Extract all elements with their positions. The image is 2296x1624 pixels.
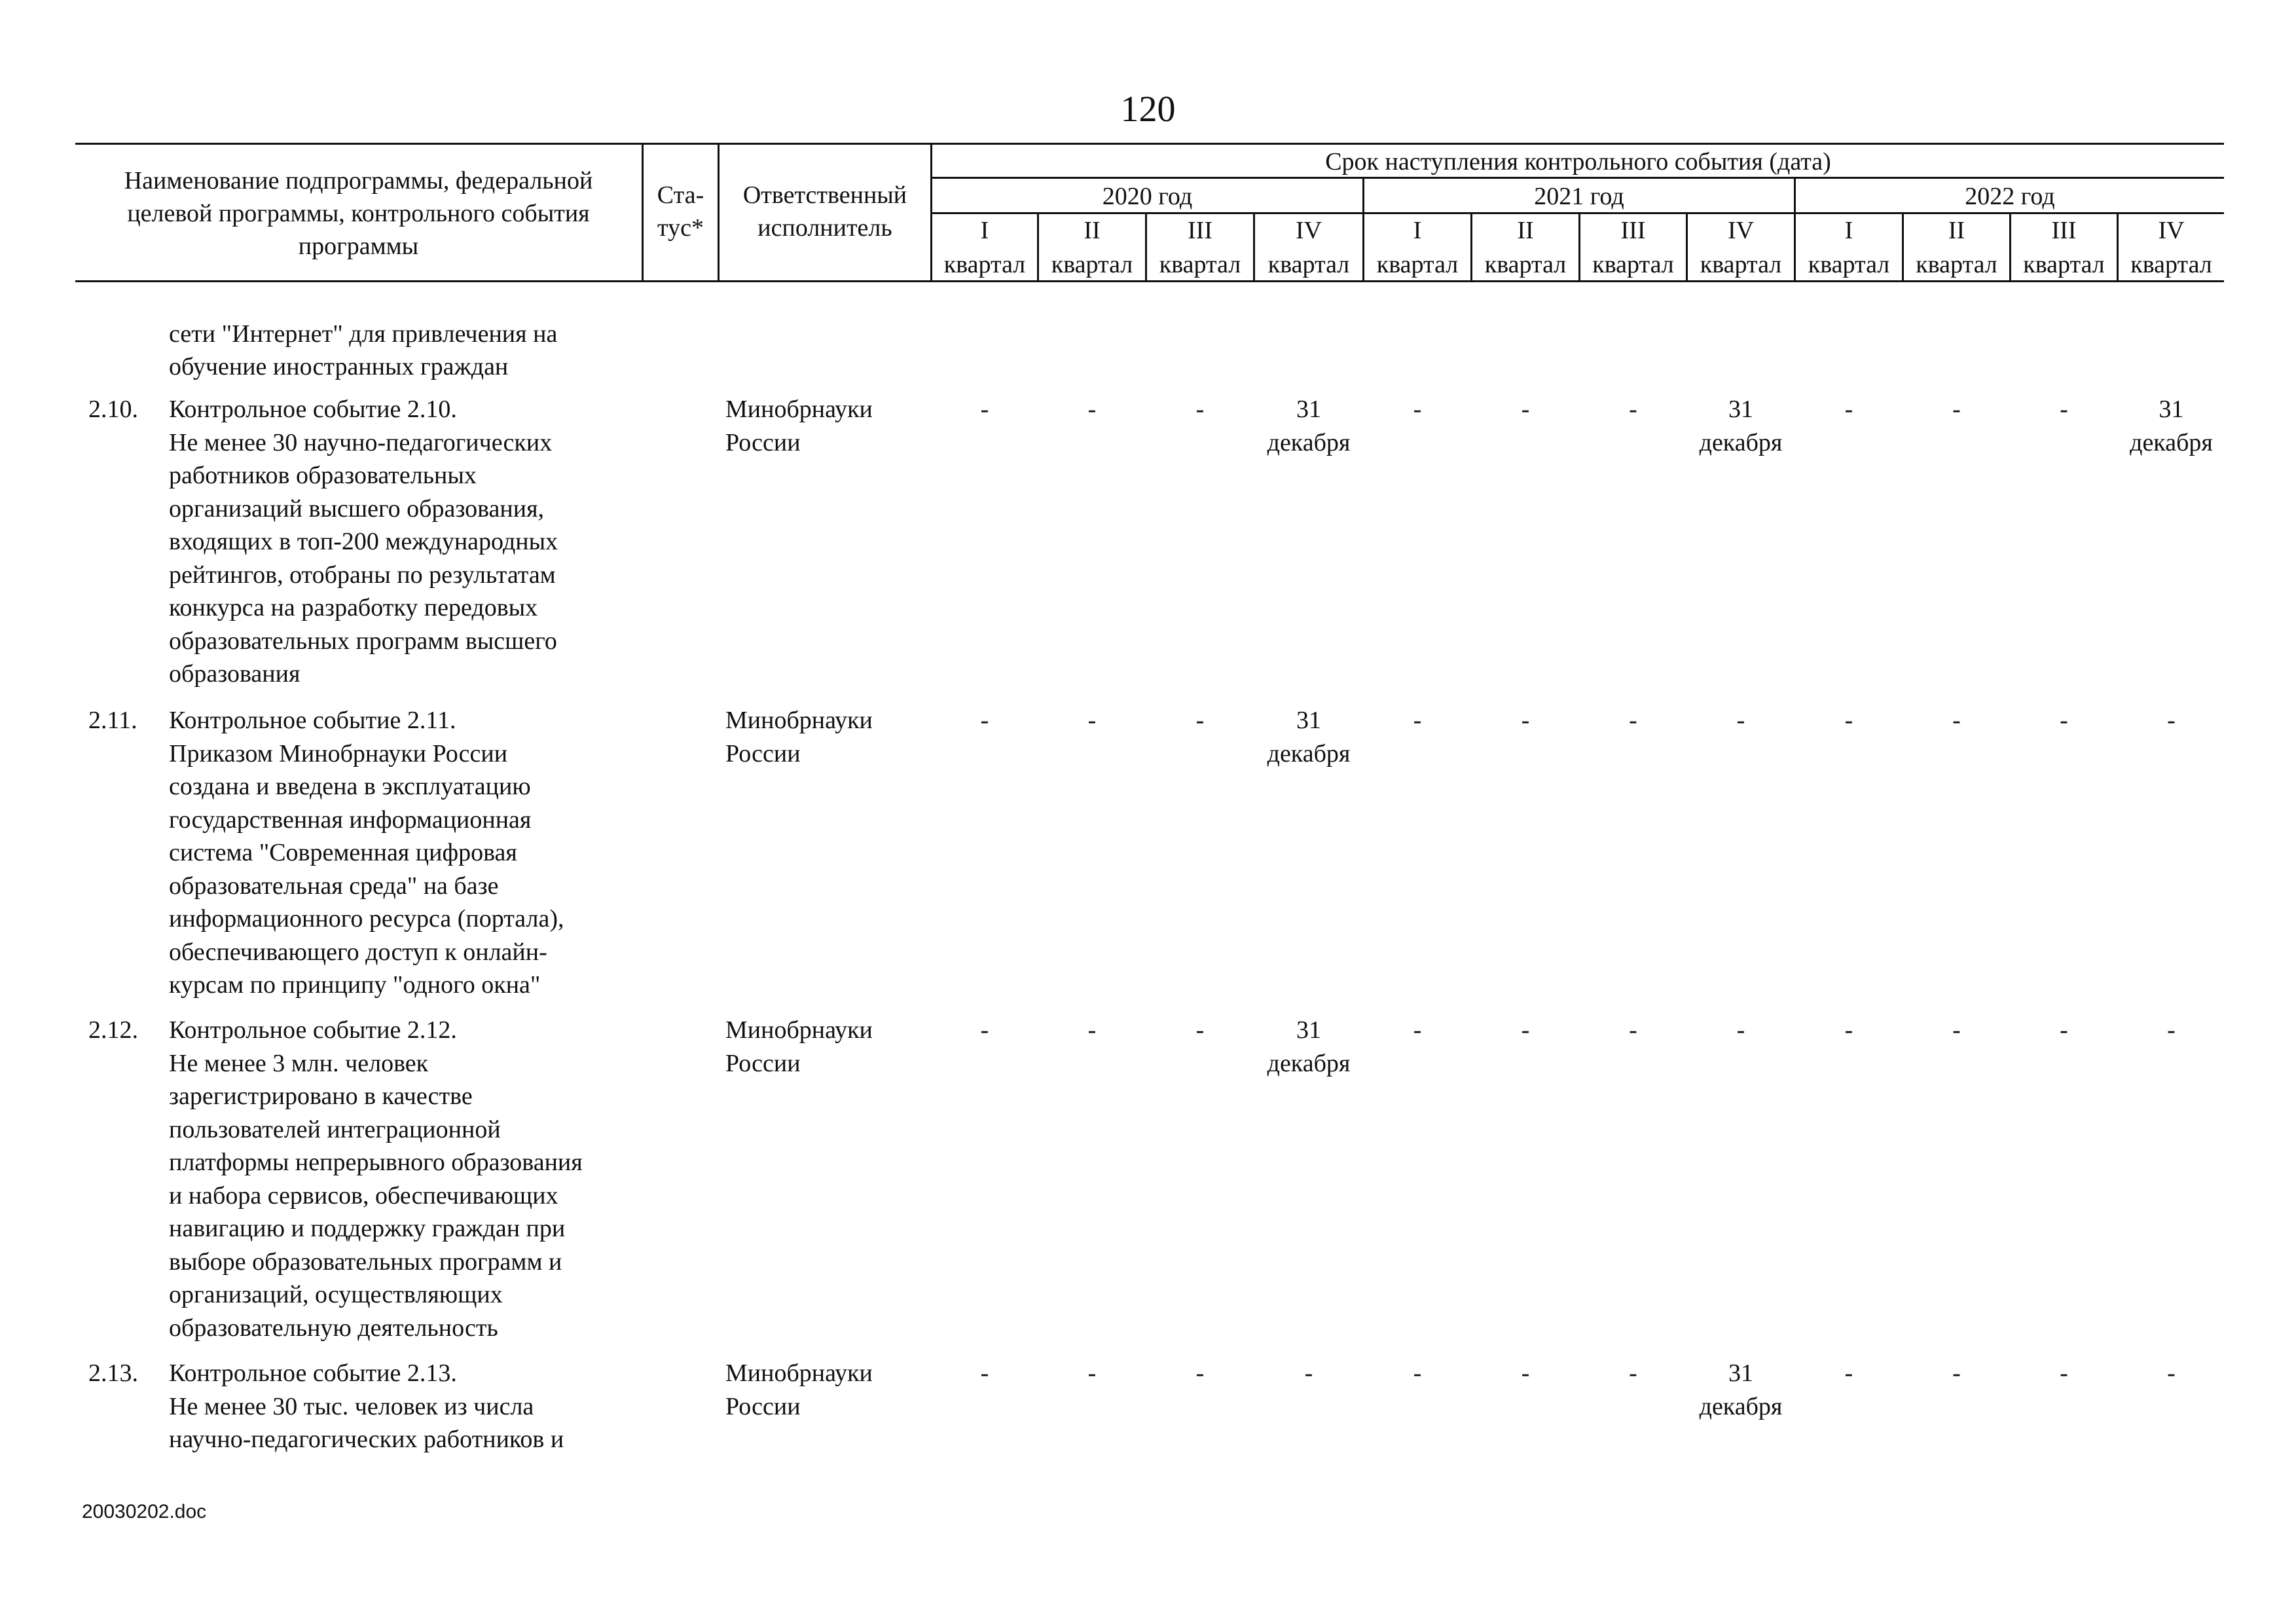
quarter-dash: - bbox=[1629, 1359, 1637, 1387]
header-quarter-word: квартал bbox=[1808, 251, 1890, 278]
event-description-line: Контрольное событие 2.12. bbox=[169, 1016, 457, 1044]
event-description-line: образовательная среда" на базе bbox=[169, 872, 499, 900]
header-quarter-word: квартал bbox=[2023, 251, 2105, 278]
responsible-executor-line: России bbox=[725, 1392, 801, 1420]
quarter-dash: - bbox=[2060, 1359, 2068, 1387]
header-responsible-line-1: Ответственный bbox=[742, 181, 907, 209]
header-quarter-word: квартал bbox=[1592, 251, 1674, 278]
header-quarter-word: квартал bbox=[1159, 251, 1241, 278]
header-year-2022: 2022 год bbox=[1965, 183, 2055, 210]
quarter-deadline: 31 bbox=[1728, 396, 1753, 423]
event-description-line: научно-педагогических работников и bbox=[169, 1426, 564, 1453]
event-description-line: организаций высшего образования, bbox=[169, 494, 545, 523]
quarter-deadline: 31 bbox=[1728, 1359, 1753, 1387]
quarter-dash: - bbox=[1413, 396, 1422, 423]
quarter-deadline: 31 bbox=[2159, 396, 2184, 423]
event-number: 2.10. bbox=[88, 396, 138, 423]
header-quarter-word: квартал bbox=[1376, 251, 1459, 278]
event-description-line: Не менее 30 научно-педагогических bbox=[169, 428, 553, 456]
header-quarter-word: квартал bbox=[1484, 251, 1567, 278]
event-description-line: Контрольное событие 2.11. bbox=[169, 707, 456, 734]
quarter-dash: - bbox=[2060, 396, 2068, 423]
header-quarter-numeral: II bbox=[1084, 217, 1101, 244]
footer-filename: 20030202.doc bbox=[82, 1501, 207, 1522]
quarter-deadline: декабря bbox=[1699, 428, 1783, 456]
header-quarter-numeral: II bbox=[1948, 217, 1965, 244]
quarter-deadline: декабря bbox=[1267, 1049, 1351, 1077]
event-description-line: Приказом Минобрнауки России bbox=[169, 739, 508, 767]
event-description-line: система "Современная цифровая bbox=[169, 839, 517, 866]
quarter-dash: - bbox=[1087, 1359, 1097, 1387]
quarter-dash: - bbox=[980, 707, 989, 734]
quarter-dash: - bbox=[1844, 396, 1853, 423]
event-description-line: создана и введена в эксплуатацию bbox=[169, 773, 531, 800]
event-description-line: обеспечивающего доступ к онлайн- bbox=[169, 938, 547, 966]
event-description-line: государственная информационная bbox=[169, 805, 532, 834]
quarters-top-rule bbox=[930, 212, 2224, 214]
quarter-dash: - bbox=[1629, 1016, 1637, 1044]
event-description-line: курсам по принципу "одного окна" bbox=[169, 971, 541, 999]
header-quarter-numeral: I bbox=[1844, 217, 1853, 244]
event-description-line: образовательную деятельность bbox=[169, 1314, 498, 1342]
quarter-deadline: 31 bbox=[1296, 396, 1321, 423]
responsible-executor-line: Минобрнауки bbox=[725, 1359, 873, 1387]
event-description-line: выборе образовательных программ и bbox=[169, 1247, 562, 1276]
header-year-2021: 2021 год bbox=[1534, 183, 1624, 210]
quarter-dash: - bbox=[2060, 707, 2068, 734]
event-description-line: зарегистрировано в качестве bbox=[169, 1082, 473, 1110]
quarter-dash: - bbox=[1195, 1359, 1205, 1387]
header-quarter-word: квартал bbox=[1051, 251, 1133, 278]
header-name-line-1: Наименование подпрограммы, федеральной bbox=[124, 167, 593, 194]
event-description-line: образовательных программ высшего bbox=[169, 627, 557, 655]
page-number: 120 bbox=[1120, 89, 1176, 130]
quarter-dash: - bbox=[980, 1359, 989, 1387]
header-quarter-numeral: III bbox=[2051, 217, 2077, 244]
quarter-deadline: декабря bbox=[1267, 428, 1351, 456]
header-quarter-word: квартал bbox=[1267, 251, 1350, 278]
continuation-line-1: сети "Интернет" для привлечения на bbox=[169, 320, 558, 348]
responsible-executor-line: России bbox=[725, 739, 801, 767]
responsible-executor-line: России bbox=[725, 428, 801, 456]
header-quarter-numeral: I bbox=[980, 217, 989, 244]
quarter-dash: - bbox=[1952, 1016, 1961, 1044]
quarter-dash: - bbox=[1087, 1016, 1097, 1044]
event-number: 2.12. bbox=[88, 1016, 138, 1044]
event-description-line: работников образовательных bbox=[169, 462, 477, 489]
quarter-dash: - bbox=[2060, 1016, 2068, 1044]
quarter-dash: - bbox=[1736, 1016, 1745, 1044]
header-status-line-2: тус* bbox=[657, 214, 704, 242]
continuation-line-2: обучение иностранных граждан bbox=[169, 353, 509, 380]
responsible-executor-line: Минобрнауки bbox=[725, 1016, 873, 1044]
quarter-dash: - bbox=[1304, 1359, 1313, 1387]
quarter-dash: - bbox=[1952, 707, 1961, 734]
quarter-dash: - bbox=[1629, 396, 1637, 423]
quarter-dash: - bbox=[1521, 707, 1530, 734]
quarter-dash: - bbox=[1844, 707, 1853, 734]
event-number: 2.11. bbox=[88, 707, 137, 734]
event-description-line: Контрольное событие 2.13. bbox=[169, 1359, 457, 1387]
quarter-dash: - bbox=[1413, 1016, 1422, 1044]
quarter-dash: - bbox=[2167, 1016, 2176, 1044]
header-quarter-word: квартал bbox=[1700, 251, 1782, 278]
quarter-dash: - bbox=[1952, 1359, 1961, 1387]
quarter-dash: - bbox=[1087, 396, 1097, 423]
header-quarter-numeral: II bbox=[1517, 217, 1534, 244]
quarter-dash: - bbox=[1629, 707, 1637, 734]
quarter-dash: - bbox=[1195, 1016, 1205, 1044]
header-quarter-numeral: III bbox=[1620, 217, 1646, 244]
header-top-rule bbox=[75, 143, 2224, 145]
header-quarter-numeral: IV bbox=[2158, 217, 2185, 244]
quarter-dash: - bbox=[1195, 396, 1205, 423]
header-name-line-3: программы bbox=[298, 232, 419, 260]
event-description-line: входящих в топ-200 международных bbox=[169, 528, 558, 555]
quarter-deadline: 31 bbox=[1296, 1016, 1321, 1044]
header-quarter-word: квартал bbox=[2130, 251, 2212, 278]
header-responsible-line-2: исполнитель bbox=[757, 214, 892, 242]
header-status-line-1: Ста- bbox=[657, 181, 704, 209]
header-quarter-numeral: III bbox=[1188, 217, 1212, 244]
header-quarter-word: квартал bbox=[943, 251, 1026, 278]
header-quarter-word: квартал bbox=[1916, 251, 1997, 278]
quarter-dash: - bbox=[1844, 1016, 1853, 1044]
quarter-deadline: декабря bbox=[1267, 739, 1351, 767]
quarter-dash: - bbox=[1521, 1016, 1530, 1044]
event-description-line: Контрольное событие 2.10. bbox=[169, 396, 457, 423]
event-description-line: навигацию и поддержку граждан при bbox=[169, 1215, 566, 1242]
quarter-dash: - bbox=[1195, 707, 1205, 734]
quarter-dash: - bbox=[1521, 396, 1530, 423]
responsible-executor-line: Минобрнауки bbox=[725, 396, 873, 423]
header-year-2020: 2020 год bbox=[1102, 183, 1193, 210]
event-description-line: информационного ресурса (портала), bbox=[169, 905, 564, 932]
quarter-dash: - bbox=[2167, 1359, 2176, 1387]
header-name-line-2: целевой программы, контрольного события bbox=[127, 200, 590, 227]
quarter-dash: - bbox=[1521, 1359, 1530, 1387]
quarter-dash: - bbox=[1413, 707, 1422, 734]
header-quarter-numeral: IV bbox=[1295, 217, 1322, 244]
header-quarter-numeral: IV bbox=[1727, 217, 1755, 244]
quarter-deadline: декабря bbox=[2130, 428, 2213, 456]
event-number: 2.13. bbox=[88, 1359, 138, 1387]
quarter-deadline: 31 bbox=[1296, 707, 1321, 734]
event-description-line: Не менее 3 млн. человек bbox=[169, 1049, 429, 1077]
event-description-line: Не менее 30 тыс. человек из числа bbox=[169, 1392, 534, 1420]
event-description-line: образования bbox=[169, 660, 301, 688]
quarter-dash: - bbox=[1413, 1359, 1422, 1387]
quarter-deadline: декабря bbox=[1699, 1392, 1783, 1420]
quarter-dash: - bbox=[980, 396, 989, 423]
event-description-line: организаций, осуществляющих bbox=[169, 1281, 503, 1308]
quarter-dash: - bbox=[1952, 396, 1961, 423]
header-quarter-numeral: I bbox=[1413, 217, 1422, 244]
quarter-dash: - bbox=[1087, 707, 1097, 734]
quarter-dash: - bbox=[980, 1016, 989, 1044]
header-deadline-title: Срок наступления контрольного события (дата) bbox=[1325, 148, 1831, 175]
responsible-executor-line: Минобрнауки bbox=[725, 707, 873, 734]
quarter-dash: - bbox=[2167, 707, 2176, 734]
quarter-dash: - bbox=[1736, 707, 1745, 734]
event-description-line: и набора сервисов, обеспечивающих bbox=[169, 1181, 558, 1209]
event-description-line: пользователей интеграционной bbox=[169, 1115, 501, 1143]
quarter-dash: - bbox=[1844, 1359, 1853, 1387]
responsible-executor-line: России bbox=[725, 1049, 801, 1077]
event-description-line: конкурса на разработку передовых bbox=[169, 594, 538, 621]
event-description-line: рейтингов, отобраны по результатам bbox=[169, 561, 556, 589]
event-description-line: платформы непрерывного образования bbox=[169, 1149, 583, 1176]
